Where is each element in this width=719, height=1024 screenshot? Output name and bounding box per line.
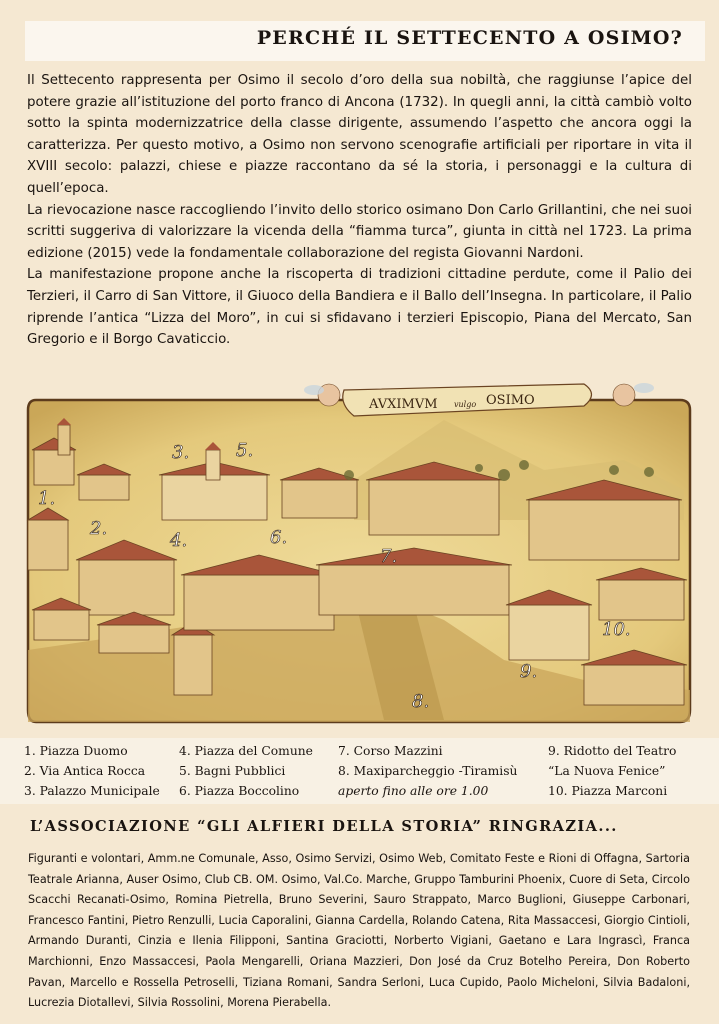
title-bar xyxy=(25,21,705,61)
historic-map xyxy=(24,380,695,740)
legend-item: 4. Piazza del Comune xyxy=(179,744,313,758)
intro-paragraph-1: Il Settecento rappresenta per Osimo il secolo d’oro della sua nobiltà, che raggiunse l’apice del potere grazie all’istituzione del porto franco di Ancona (1732). In quegli anni, la città cambiò volto sotto la spinta modernizzatrice della classe dirigente, assumendo l’aspetto che ancora oggi la caratterizza. Per questo motivo, a Osimo non servono scenografie artificiali per riportare in vita il XVIII secolo: palazzi, chiese e piazze raccontano da sé la storia, i personaggi e la cultura di quell’epoca. xyxy=(27,73,692,196)
legend-item: 10. Piazza Marconi xyxy=(548,784,668,798)
legend-item: 9. Ridotto del Teatro xyxy=(548,744,677,758)
intro-text xyxy=(27,70,692,351)
map-marker-1: 1. xyxy=(38,488,56,509)
legend-item: 6. Piazza Boccolino xyxy=(179,784,300,798)
legend-item: 5. Bagni Pubblici xyxy=(179,764,286,778)
map-illustration xyxy=(24,380,695,740)
legend-item: 7. Corso Mazzini xyxy=(338,744,443,758)
map-marker-2: 2. xyxy=(90,518,108,539)
map-marker-9: 9. xyxy=(520,661,538,682)
legend-column-2 xyxy=(179,741,313,801)
page-title: PERCHÉ IL SETTECENTO A OSIMO? xyxy=(256,27,683,49)
thanks-text: Figuranti e volontari, Amm.ne Comunale, Asso, Osimo Servizi, Osimo Web, Comitato Feste e Rioni di Offagna, Sartoria Teatrale Arianna, Auser Osimo, Club CB. OM. Osimo, Val.Co. Marche, Gruppo Tamburini Phoenix, Cuore di Seta, Circolo Scacchi Recanati-Osimo, Romina Pietrella, Bruno Severini, Sauro Strappato, Marco Buglioni, Giuseppe Carbonari, Francesco Fantini, Pietro Renzulli, Lucia Caporalini, Gianna Cardella, Rolando Catena, Rita Massaccesi, Giorgio Cintioli, Armando Duranti, Cinzia e Ilenia Filipponi, Santina Graciotti, Norberto Vigiani, Gaetano e Lara Ingrascì, Franca Marchionni, Enzo Massaccesi, Paola Mengarelli, Oriana Mazzieri, Don José da Cruz Botelho Pereira, Don Roberto Pavan, Marcello e Rossella Petroselli, Tiziana Romani, Sandra Serloni, Luca Cupido, Paolo Micheloni, Silvia Badaloni, Lucrezia Diotallevi, Silvia Rossolini, Morena Pierabella. xyxy=(28,852,690,1010)
map-marker-6: 6. xyxy=(270,527,288,548)
legend-note: aperto fino alle ore 1.00 xyxy=(338,784,489,798)
map-marker-7: 7. xyxy=(380,546,398,567)
map-marker-8: 8. xyxy=(412,691,430,712)
legend-item: 3. Palazzo Municipale xyxy=(24,784,160,798)
legend-column-1 xyxy=(24,741,160,801)
banner-right: OSIMO xyxy=(486,393,535,408)
map-marker-5: 5. xyxy=(236,440,254,461)
intro-paragraph-3: La manifestazione propone anche la riscoperta di tradizioni cittadine perdute, come il Palio dei Terzieri, il Carro di San Vittore, il Giuoco della Bandiera e il Ballo dell’Insegna. In particolare, il Palio riprende l’antica “Lizza del Moro”, in cui si sfidavano i terzieri Episcopio, Piana del Mercato, San Gregorio e il Borgo Cavaticcio. xyxy=(27,267,692,348)
intro-paragraph-2: La rievocazione nasce raccogliendo l’invito dello storico osimano Don Carlo Grillantini, che nei suoi scritti suggeriva di valorizzare la vicenda della “fiamma turca”, giunta in città nel 1723. La prima edizione (2015) vede la fondamentale collaborazione del regista Giovanni Nardoni. xyxy=(27,202,692,261)
legend-item: 2. Via Antica Rocca xyxy=(24,764,146,778)
banner-left: AVXIMVM xyxy=(369,397,438,412)
legend-column-4 xyxy=(548,741,676,801)
legend-item: 8. Maxiparcheggio -Tiramisù xyxy=(338,764,518,778)
legend-item: “La Nuova Fenice” xyxy=(548,764,666,778)
legend-item: 1. Piazza Duomo xyxy=(24,744,128,758)
banner-mid: vulgo xyxy=(454,400,477,409)
map-legend xyxy=(0,738,719,804)
map-marker-4: 4. xyxy=(170,530,188,551)
legend-column-3 xyxy=(338,741,517,801)
thanks-heading: L’ASSOCIAZIONE “GLI ALFIERI DELLA STORIA” RINGRAZIA... xyxy=(30,818,618,835)
map-marker-10: 10. xyxy=(602,619,631,640)
map-marker-3: 3. xyxy=(172,442,190,463)
